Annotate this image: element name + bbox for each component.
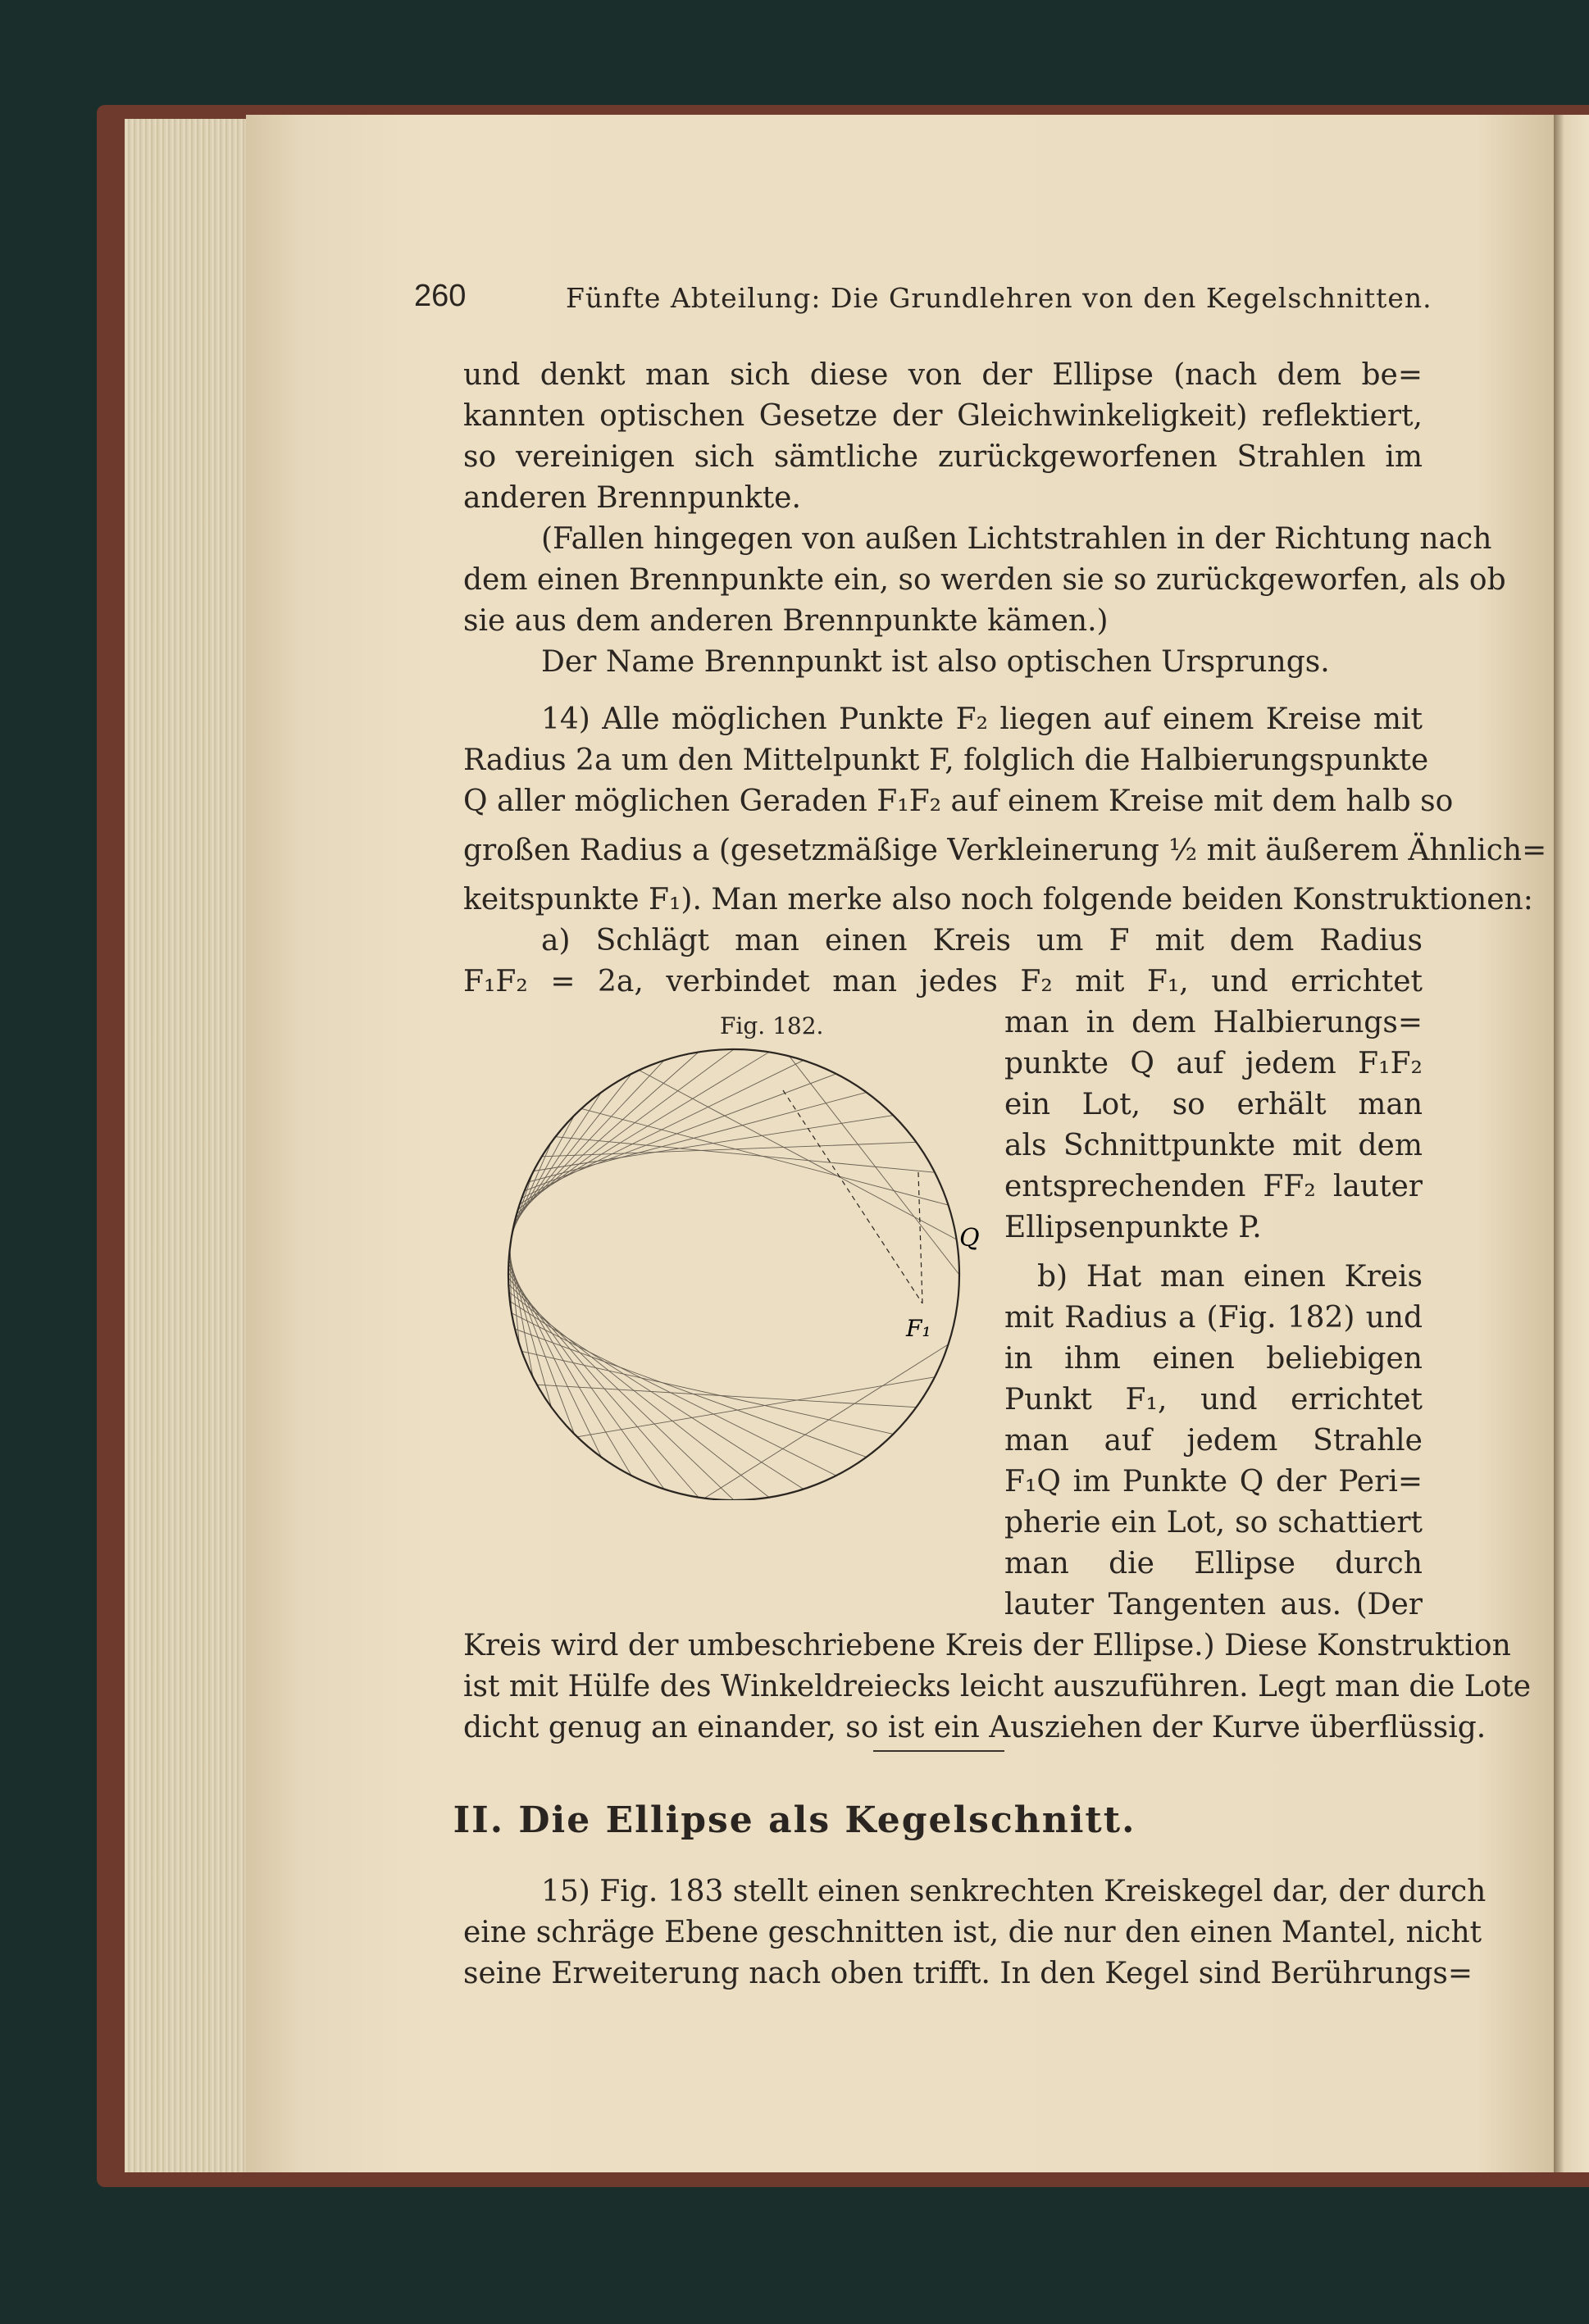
text-line: ist mit Hülfe des Winkeldreiecks leicht auszuführen. Legt man die Lote [463, 1670, 1532, 1703]
figure-caption: Fig. 182. [720, 1012, 824, 1039]
text-line: seine Erweiterung nach oben trifft. In den Kegel sind Berührungs= [463, 1957, 1473, 1990]
text-line: man auf jedem Strahle [1004, 1424, 1423, 1458]
text-line: dicht genug an einander, so ist ein Ausziehen der Kurve überflüssig. [463, 1711, 1487, 1744]
text-line: in ihm einen beliebigen [1004, 1342, 1423, 1376]
tangent-line [542, 1142, 917, 1156]
text-line: keitspunkte F₁). Man merke also noch folgende beiden Konstruktionen: [463, 883, 1533, 916]
text-line: a) Schlägt man einen Kreis um F mit dem Radius [541, 924, 1423, 957]
header-title: Fünfte Abteilung: Die Grundlehren von den Kegelschnitten. [566, 282, 1432, 314]
tangent-line [790, 1056, 959, 1275]
text-line: b) Hat man einen Kreis [1037, 1260, 1423, 1294]
text-line: entsprechenden FF₂ lauter [1004, 1170, 1423, 1203]
book-gutter [1554, 115, 1589, 2172]
text-line: Radius 2a um den Mittelpunkt F, folglich die Halbierungspunkte [463, 744, 1429, 777]
tangent-line [514, 1093, 602, 1226]
tangent-line [515, 1074, 631, 1222]
section-heading: II. Die Ellipse als Kegelschnitt. [453, 1799, 1136, 1841]
text-line: Der Name Brennpunkt ist also optischen Ursprungs. [541, 645, 1330, 679]
tangent-line [528, 1093, 866, 1182]
text-line: ein Lot, so erhält man [1004, 1088, 1423, 1121]
tangent-line [515, 1329, 867, 1457]
tangent-line [521, 1351, 893, 1434]
text-line: großen Radius a (gesetzmäßige Verkleinerung ½ mit äußerem Ähnlich= [463, 834, 1547, 867]
tangent-line [639, 1070, 956, 1239]
text-line: Kreis wird der umbeschriebene Kreis der Ellipse.) Diese Konstruktion [463, 1629, 1511, 1662]
text-line: eine schräge Ebene geschnitten ist, die nur den einen Mantel, nicht [463, 1916, 1482, 1949]
text-line: Ellipsenpunkte P. [1004, 1211, 1262, 1244]
section-divider [873, 1750, 1004, 1752]
label-f1: F₁ [906, 1315, 931, 1342]
text-line: so vereinigen sich sämtliche zurückgeworfenen Strahlen im [463, 440, 1423, 474]
page-number: 260 [414, 279, 467, 313]
text-line: 15) Fig. 183 stellt einen senkrechten Kreiskegel dar, der durch [541, 1875, 1487, 1908]
label-q: Q [959, 1224, 980, 1253]
text-line: lauter Tangenten aus. (Der [1004, 1588, 1423, 1621]
text-line: kannten optischen Gesetze der Gleichwinkeligkeit) reflektiert, [463, 399, 1423, 433]
text-line: man in dem Halbierungs= [1004, 1006, 1423, 1039]
tangent-line [581, 1108, 948, 1205]
text-line: punkte Q auf jedem F₁F₂ [1004, 1047, 1423, 1080]
text-line: man die Ellipse durch [1004, 1547, 1423, 1580]
text-line: Punkt F₁, und errichtet [1004, 1383, 1423, 1417]
tangent-line [525, 1074, 836, 1191]
text-line: F₁F₂ = 2a, verbindet man jedes F₂ mit F₁, und errichtet [463, 965, 1423, 998]
text-line: (Fallen hingegen von außen Lichtstrahlen in der Richtung nach [541, 522, 1492, 556]
figure-182 [463, 1041, 1004, 1500]
text-line: Q aller möglichen Geraden F₁F₂ auf einem Kreise mit dem halb so [463, 785, 1454, 818]
tangent-line [521, 1060, 804, 1198]
text-line: pherie ein Lot, so schattiert [1004, 1506, 1423, 1539]
text-line: sie aus dem anderen Brennpunkte kämen.) [463, 604, 1109, 638]
running-header [0, 279, 1589, 328]
tangent-line [577, 1377, 935, 1437]
tangent-line [510, 1301, 804, 1489]
text-line: mit Radius a (Fig. 182) und [1004, 1301, 1423, 1335]
text-line: 14) Alle möglichen Punkte F₂ liegen auf einem Kreise mit [541, 703, 1423, 736]
tangent-line [508, 1272, 664, 1489]
tangent-line [508, 1278, 699, 1498]
text-line: dem einen Brennpunkte ein, so werden sie so zurückgeworfen, als ob [463, 563, 1506, 597]
text-line: anderen Brennpunkte. [463, 481, 801, 515]
text-line: F₁Q im Punkte Q der Peri= [1004, 1465, 1423, 1499]
text-line: als Schnittpunkte mit dem [1004, 1129, 1423, 1162]
tangent-line [556, 1137, 935, 1172]
text-line: und denkt man sich diese von der Ellipse (nach dem be= [463, 358, 1423, 392]
tangent-line [537, 1385, 917, 1407]
